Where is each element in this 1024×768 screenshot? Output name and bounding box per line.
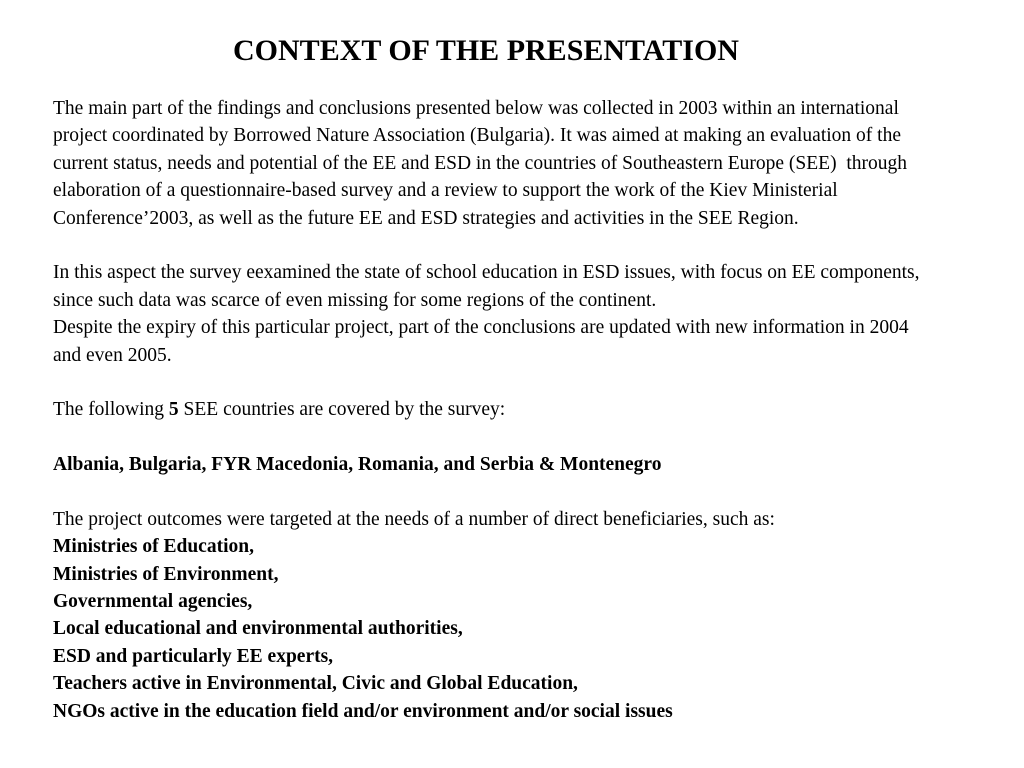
paragraph-survey-aspect [53,259,1024,314]
countries-intro-before: The following [53,399,169,421]
spacer [53,478,1024,505]
slide-title: CONTEXT OF THE PRESENTATION [233,34,739,67]
paragraph-intro [53,95,1024,232]
list-item: Ministries of Education, [53,536,254,558]
text-line: project coordinated by Borrowed Nature Association (Bulgaria). It was aimed at making an evaluation of the [53,125,901,147]
text-line: Conference’2003, as well as the future EE and ESD strategies and activities in the SEE Region. [53,207,799,229]
countries-intro [53,396,1024,423]
list-item: ESD and particularly EE experts, [53,645,334,667]
countries-count: 5 [168,399,179,421]
list-item: Local educational and environmental authorities, [53,618,463,640]
text-line: In this aspect the survey eexamined the state of school education in ESD issues, with focus on EE components, [53,262,920,284]
text-line: since such data was scarce of even missing for some regions of the continent. [53,289,657,311]
list-item: Teachers active in Environmental, Civic and Global Education, [53,673,578,695]
list-item: Governmental agencies, [53,591,253,613]
text-line: current status, needs and potential of the EE and ESD in the countries of Southeastern Europe (SEE) through [53,152,907,174]
spacer [53,424,1024,451]
slide-body [53,95,1024,725]
countries-list: Albania, Bulgaria, FYR Macedonia, Romania, and Serbia & Montenegro [53,454,662,476]
beneficiaries-list [53,533,1024,725]
beneficiaries-intro: The project outcomes were targeted at the needs of a number of direct beneficiaries, such as: [53,508,775,530]
spacer [53,232,1024,259]
list-item: NGOs active in the education field and/or environment and/or social issues [53,700,673,722]
text-line: and even 2005. [53,344,172,366]
paragraph-project-expiry [53,314,1024,369]
text-line: Despite the expiry of this particular project, part of the conclusions are updated with new information in 2004 [53,317,909,339]
text-line: elaboration of a questionnaire-based survey and a review to support the work of the Kiev Ministerial [53,180,838,202]
spacer [53,369,1024,396]
countries-intro-after: SEE countries are covered by the survey: [178,399,506,421]
text-line: The main part of the findings and conclusions presented below was collected in 2003 within an international [53,98,899,119]
list-item: Ministries of Environment, [53,563,279,585]
